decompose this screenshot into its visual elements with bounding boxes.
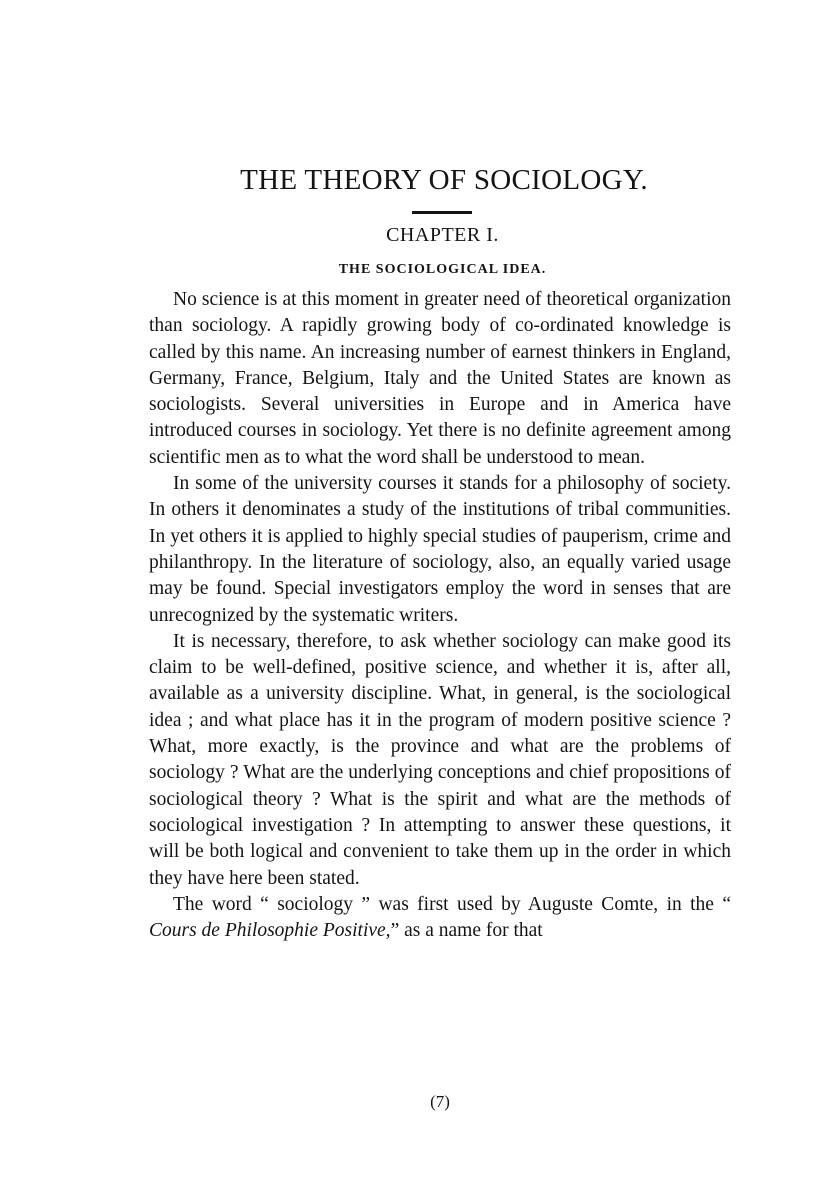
- paragraph: It is necessary, therefore, to ask whether sociology can make good its claim to be well-defined, positive science, and whether it is, after all, available as a university discipline. What, in general, is the sociological idea ; and what place has it in the program of modern positive science ? What, more exactly, is the province and what are the problems of sociology ? What are the underlying conceptions and chief propositions of sociological theory ? What is the spirit and what are the methods of sociological investigation ? In attempting to answer these questions, it will be both logical and convenient to take them up in the order in which they have here been stated.: [149, 630, 731, 889]
- chapter-heading: CHAPTER I.: [386, 224, 499, 246]
- book-title: THE THEORY OF SOCIOLOGY.: [240, 164, 648, 196]
- chapter-title: THE SOCIOLOGICAL IDEA.: [338, 262, 547, 277]
- title-rule: [412, 211, 472, 214]
- paragraph-text-start: The word “ sociology ” was first used by Auguste Comte, in the “: [173, 893, 731, 915]
- paragraph: No science is at this moment in greater need of theoretical organization than sociology. A rapidly growing body of co-ordinated knowledge is called by this name. An increasing number of earnest thinkers in England, Germany, France, Belgium, Italy and the United States are known as sociologists. Several universities in Europe and in America have introduced courses in sociology. Yet there is no definite agreement among scientific men as to what the word shall be understood to mean.: [149, 289, 731, 468]
- paragraph-last: [149, 892, 731, 945]
- page-number: (7): [430, 1092, 450, 1111]
- paragraph: In some of the university courses it stands for a philosophy of society. In others it denominates a study of the institutions of tribal communities. In yet others it is applied to highly special studies of pauperism, crime and philanthropy. In the literature of sociology, also, an equally varied usage may be found. Special investigators employ the word in senses that are unrecognized by the systematic writers.: [149, 473, 731, 626]
- body-text: [149, 287, 731, 944]
- book-reference: Cours de Philosophie Positive,: [149, 920, 391, 942]
- paragraph-text-end: ” as a name for that: [390, 920, 543, 942]
